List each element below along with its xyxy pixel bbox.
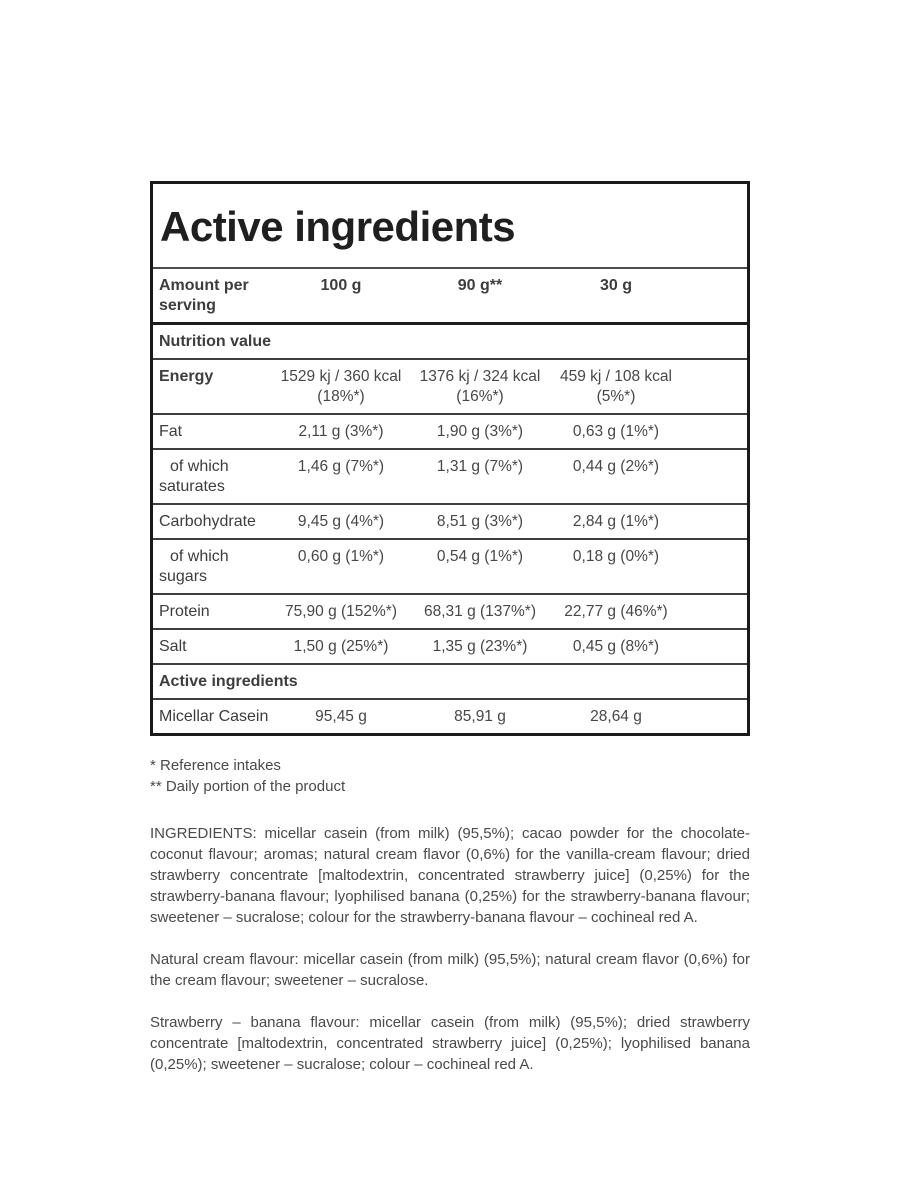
- row-value: 0,60 g (1%*): [297, 548, 385, 565]
- row-value: 2,84 g (1%*): [572, 513, 660, 530]
- nutrition-panel: [150, 0, 750, 1075]
- row-value: 2,11 g (3%*): [298, 423, 384, 440]
- row-label: Micellar Casein: [159, 708, 269, 725]
- row-value: 1,90 g (3%*): [436, 423, 524, 440]
- header-col-30g: 30 g: [599, 277, 632, 294]
- row-value: 85,91 g: [454, 708, 506, 725]
- table-title-row: [153, 184, 747, 269]
- table-row: [153, 700, 747, 733]
- row-value: 8,51 g (3%*): [436, 513, 524, 530]
- header-col-90g: 90 g**: [457, 277, 503, 294]
- section-row: [153, 665, 747, 700]
- strawberry-banana-flavour-paragraph: Strawberry – banana flavour: micellar casein (from milk) (95,5%); dried strawberry concentrate [maltodextrin, concentrated strawberry juice] (0,25%); lyophilised banana (0,25%); sweetener – sucralose; colour – cochineal red A.: [150, 1014, 750, 1073]
- row-label: Carbohydrate: [159, 513, 256, 530]
- row-value: 1,46 g (7%*): [297, 458, 385, 475]
- footnote-reference-intakes: * Reference intakes: [150, 757, 281, 774]
- footnotes: [150, 755, 750, 797]
- table-row: [153, 450, 747, 505]
- row-value: 75,90 g (152%*): [284, 603, 398, 620]
- nutrition-table: [150, 181, 750, 736]
- table-row: [153, 630, 747, 665]
- row-value: 459 kj / 108 kcal (5%*): [559, 368, 672, 405]
- table-row: [153, 505, 747, 540]
- row-value: 1376 kj / 324 kcal (16%*): [419, 368, 541, 405]
- section-row: [153, 325, 747, 360]
- row-value: 95,45 g: [315, 708, 367, 725]
- natural-cream-flavour-paragraph: Natural cream flavour: micellar casein (from milk) (95,5%); natural cream flavor (0,6%) for the cream flavour; sweetener – sucralose.: [150, 951, 750, 989]
- row-label: Fat: [159, 423, 183, 440]
- row-label: Salt: [159, 638, 187, 655]
- row-value: 0,45 g (8%*): [572, 638, 660, 655]
- table-body: [153, 325, 747, 733]
- row-value: 0,18 g (0%*): [572, 548, 660, 565]
- row-value: 22,77 g (46%*): [564, 603, 668, 620]
- row-value: 1,35 g (23%*): [432, 638, 528, 655]
- row-value: 0,54 g (1%*): [436, 548, 524, 565]
- ingredients-paragraph: INGREDIENTS: micellar casein (from milk) (95,5%); cacao powder for the chocolate-coconut flavour; aromas; natural cream flavor (0,6%) for the vanilla-cream flavour; dried strawberry concentrate [maltodextrin, concentrated strawberry juice] (0,25%) for the strawberry-banana flavour; lyophilised banana (0,25%) for the strawberry-banana flavour; sweetener – sucralose; colour for the strawberry-banana flavour – cochineal red A.: [150, 825, 750, 926]
- row-value: 68,31 g (137%*): [423, 603, 537, 620]
- table-row: [153, 415, 747, 450]
- row-value: 1,31 g (7%*): [436, 458, 524, 475]
- header-col-100g: 100 g: [320, 277, 362, 294]
- row-value: 1529 kj / 360 kcal (18%*): [280, 368, 402, 405]
- row-value: 9,45 g (4%*): [297, 513, 385, 530]
- row-value: 0,44 g (2%*): [572, 458, 660, 475]
- row-label: of which sugars: [159, 548, 229, 585]
- page-title: Active ingredients: [160, 203, 516, 250]
- row-label: Nutrition value: [159, 333, 272, 350]
- row-value: 28,64 g: [590, 708, 642, 725]
- table-row: [153, 360, 747, 415]
- header-label: Amount per serving: [159, 277, 249, 314]
- footnote-daily-portion: ** Daily portion of the product: [150, 778, 346, 795]
- row-value: 0,63 g (1%*): [572, 423, 660, 440]
- table-row: [153, 595, 747, 630]
- row-label: Protein: [159, 603, 210, 620]
- row-label: Energy: [159, 368, 214, 385]
- table-header-row: [153, 269, 747, 325]
- row-label: Active ingredients: [159, 673, 298, 690]
- table-row: [153, 540, 747, 595]
- row-label: of which saturates: [159, 458, 229, 495]
- row-value: 1,50 g (25%*): [293, 638, 389, 655]
